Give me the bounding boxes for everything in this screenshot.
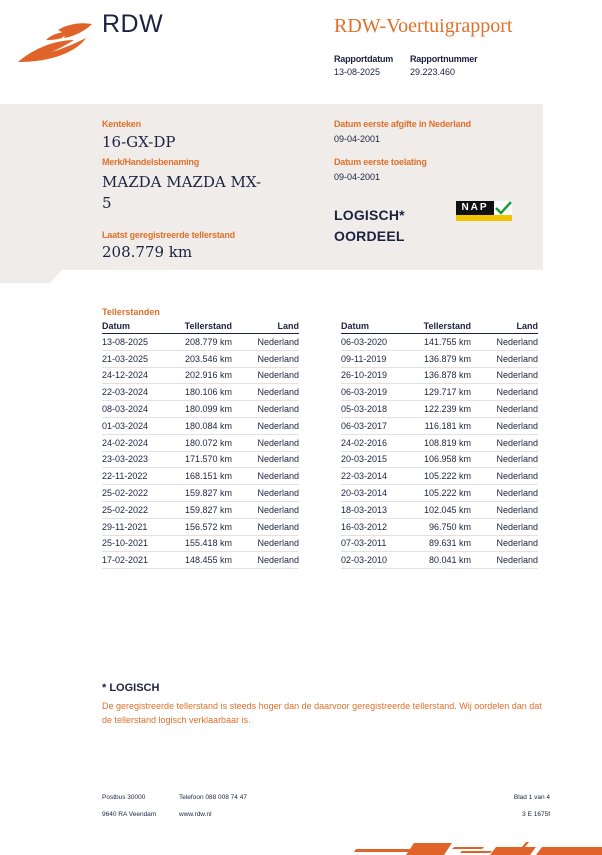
reading-date: 26-10-2019 bbox=[341, 367, 421, 384]
nap-badge bbox=[456, 201, 512, 221]
table-row bbox=[341, 334, 538, 351]
reading-country: Nederland bbox=[471, 518, 538, 535]
report-number-label: Rapportnummer bbox=[410, 54, 478, 64]
table-row bbox=[102, 434, 299, 451]
reading-country: Nederland bbox=[471, 434, 538, 451]
report-date: 13-08-2025 bbox=[334, 67, 381, 77]
table-row bbox=[341, 518, 538, 535]
table-row bbox=[102, 401, 299, 418]
reading-value: 180.072 km bbox=[182, 434, 232, 451]
reading-date: 29-11-2021 bbox=[102, 518, 182, 535]
odometer-history-title: Tellerstanden bbox=[102, 307, 160, 317]
reading-country: Nederland bbox=[471, 350, 538, 367]
reading-country: Nederland bbox=[232, 468, 299, 485]
verdict-line2: OORDEEL bbox=[334, 228, 405, 244]
odometer-value: 208.779 km bbox=[102, 243, 193, 261]
reading-date: 09-11-2019 bbox=[341, 350, 421, 367]
reading-date: 22-11-2022 bbox=[102, 468, 182, 485]
odometer-label: Laatst geregistreerde tellerstand bbox=[102, 230, 235, 240]
table-row bbox=[341, 384, 538, 401]
reading-country: Nederland bbox=[471, 334, 538, 351]
reading-date: 25-02-2022 bbox=[102, 485, 182, 502]
table-row bbox=[341, 485, 538, 502]
reading-value: 89.631 km bbox=[421, 535, 471, 552]
table-row bbox=[102, 417, 299, 434]
reading-country: Nederland bbox=[232, 434, 299, 451]
table-row bbox=[102, 552, 299, 569]
reading-country: Nederland bbox=[471, 384, 538, 401]
reading-value: 129.717 km bbox=[421, 384, 471, 401]
table-row bbox=[341, 501, 538, 518]
table-row bbox=[102, 468, 299, 485]
reading-value: 180.099 km bbox=[182, 401, 232, 418]
reading-country: Nederland bbox=[471, 552, 538, 569]
odometer-table-left bbox=[102, 321, 299, 569]
reading-value: 180.084 km bbox=[182, 417, 232, 434]
first-admission-label: Datum eerste toelating bbox=[334, 157, 427, 167]
reading-value: 136.879 km bbox=[421, 350, 471, 367]
footnote-title: * LOGISCH bbox=[102, 682, 160, 694]
reading-date: 07-03-2011 bbox=[341, 535, 421, 552]
footnote-text: De geregistreerde tellerstand is steeds hoger dan de daarvoor geregistreerde tellerstand. Wij oordelen dan dat de tellerstand logisch verklaarbaar is. bbox=[102, 701, 542, 725]
footer-phone: Telefoon 088 008 74 47 bbox=[179, 794, 247, 801]
reading-date: 24-02-2016 bbox=[341, 434, 421, 451]
make-value-line2: 5 bbox=[102, 194, 112, 212]
table-row bbox=[341, 401, 538, 418]
table-row bbox=[102, 350, 299, 367]
make-label: Merk/Handelsbenaming bbox=[102, 157, 200, 167]
reading-value: 159.827 km bbox=[182, 501, 232, 518]
reading-country: Nederland bbox=[471, 451, 538, 468]
reading-date: 25-10-2021 bbox=[102, 535, 182, 552]
reading-country: Nederland bbox=[232, 501, 299, 518]
reading-date: 01-03-2024 bbox=[102, 417, 182, 434]
table-row bbox=[341, 417, 538, 434]
reading-value: 203.546 km bbox=[182, 350, 232, 367]
reading-value: 122.239 km bbox=[421, 401, 471, 418]
brand-name: RDW bbox=[102, 10, 164, 38]
reading-value: 108.819 km bbox=[421, 434, 471, 451]
reading-date: 08-03-2024 bbox=[102, 401, 182, 418]
reading-value: 141.755 km bbox=[421, 334, 471, 351]
first-issue-nl-value: 09-04-2001 bbox=[334, 134, 381, 144]
table-row bbox=[341, 434, 538, 451]
reading-date: 24-12-2024 bbox=[102, 367, 182, 384]
reading-date: 02-03-2010 bbox=[341, 552, 421, 569]
rdw-logo-icon bbox=[16, 18, 96, 64]
reading-country: Nederland bbox=[232, 485, 299, 502]
footer-postbus: Postbus 30000 bbox=[102, 794, 146, 801]
reading-country: Nederland bbox=[471, 468, 538, 485]
first-issue-nl-label: Datum eerste afgifte in Nederland bbox=[334, 119, 471, 129]
reading-value: 159.827 km bbox=[182, 485, 232, 502]
reading-country: Nederland bbox=[471, 535, 538, 552]
reading-value: 116.181 km bbox=[421, 417, 471, 434]
reading-value: 148.455 km bbox=[182, 552, 232, 569]
reading-country: Nederland bbox=[232, 350, 299, 367]
reading-date: 25-02-2022 bbox=[102, 501, 182, 518]
col-country: Land bbox=[471, 321, 538, 334]
table-row bbox=[102, 367, 299, 384]
reading-value: 102.045 km bbox=[421, 501, 471, 518]
reading-value: 80.041 km bbox=[421, 552, 471, 569]
reading-country: Nederland bbox=[471, 417, 538, 434]
reading-date: 20-03-2015 bbox=[341, 451, 421, 468]
reading-value: 106.958 km bbox=[421, 451, 471, 468]
reading-country: Nederland bbox=[471, 501, 538, 518]
nap-underline bbox=[456, 215, 512, 221]
table-row bbox=[102, 451, 299, 468]
verdict-line1: LOGISCH* bbox=[334, 207, 405, 223]
reading-date: 06-03-2017 bbox=[341, 417, 421, 434]
reading-country: Nederland bbox=[471, 367, 538, 384]
table-row bbox=[102, 501, 299, 518]
reading-date: 06-03-2020 bbox=[341, 334, 421, 351]
document-code: 3 E 1675f bbox=[522, 811, 550, 818]
reading-date: 16-03-2012 bbox=[341, 518, 421, 535]
table-row bbox=[341, 535, 538, 552]
page-number: Blad 1 van 4 bbox=[513, 794, 550, 801]
make-value-line1: MAZDA MAZDA MX- bbox=[102, 173, 262, 191]
plate-value: 16-GX-DP bbox=[102, 133, 176, 151]
table-row bbox=[102, 485, 299, 502]
table-row bbox=[341, 350, 538, 367]
table-row bbox=[341, 367, 538, 384]
reading-date: 20-03-2014 bbox=[341, 485, 421, 502]
report-title: RDW-Voertuigrapport bbox=[334, 15, 513, 37]
reading-value: 105.222 km bbox=[421, 485, 471, 502]
table-row bbox=[341, 468, 538, 485]
reading-value: 136.878 km bbox=[421, 367, 471, 384]
table-row bbox=[341, 451, 538, 468]
col-reading: Tellerstand bbox=[421, 321, 471, 334]
decorative-stripes-icon bbox=[340, 838, 602, 855]
reading-country: Nederland bbox=[232, 334, 299, 351]
reading-value: 171.570 km bbox=[182, 451, 232, 468]
reading-country: Nederland bbox=[232, 518, 299, 535]
reading-country: Nederland bbox=[232, 552, 299, 569]
report-number: 29.223.460 bbox=[410, 67, 456, 77]
reading-country: Nederland bbox=[232, 417, 299, 434]
reading-country: Nederland bbox=[232, 384, 299, 401]
reading-country: Nederland bbox=[232, 401, 299, 418]
table-row bbox=[102, 334, 299, 351]
reading-country: Nederland bbox=[232, 535, 299, 552]
footer-city: 9640 RA Veendam bbox=[102, 811, 157, 818]
odometer-table-right bbox=[341, 321, 538, 569]
reading-country: Nederland bbox=[471, 401, 538, 418]
reading-date: 06-03-2019 bbox=[341, 384, 421, 401]
table-row bbox=[102, 518, 299, 535]
reading-country: Nederland bbox=[471, 485, 538, 502]
reading-country: Nederland bbox=[232, 367, 299, 384]
reading-date: 22-03-2024 bbox=[102, 384, 182, 401]
col-date: Datum bbox=[341, 321, 421, 334]
reading-date: 13-08-2025 bbox=[102, 334, 182, 351]
nap-label: NAP bbox=[456, 201, 494, 215]
reading-country: Nederland bbox=[232, 451, 299, 468]
plate-label: Kenteken bbox=[102, 119, 141, 129]
reading-value: 155.418 km bbox=[182, 535, 232, 552]
table-row bbox=[102, 535, 299, 552]
table-row bbox=[102, 384, 299, 401]
first-admission-value: 09-04-2001 bbox=[334, 172, 381, 182]
reading-value: 208.779 km bbox=[182, 334, 232, 351]
reading-date: 24-02-2024 bbox=[102, 434, 182, 451]
col-reading: Tellerstand bbox=[182, 321, 232, 334]
reading-date: 18-03-2013 bbox=[341, 501, 421, 518]
report-date-label: Rapportdatum bbox=[334, 54, 394, 64]
reading-date: 17-02-2021 bbox=[102, 552, 182, 569]
col-date: Datum bbox=[102, 321, 182, 334]
reading-date: 21-03-2025 bbox=[102, 350, 182, 367]
reading-value: 168.151 km bbox=[182, 468, 232, 485]
reading-value: 156.572 km bbox=[182, 518, 232, 535]
reading-value: 105.222 km bbox=[421, 468, 471, 485]
reading-value: 96.750 km bbox=[421, 518, 471, 535]
table-row bbox=[341, 552, 538, 569]
reading-date: 05-03-2018 bbox=[341, 401, 421, 418]
check-icon bbox=[494, 201, 512, 215]
col-country: Land bbox=[232, 321, 299, 334]
reading-value: 202.916 km bbox=[182, 367, 232, 384]
reading-date: 22-03-2014 bbox=[341, 468, 421, 485]
reading-date: 23-03-2023 bbox=[102, 451, 182, 468]
reading-value: 180.106 km bbox=[182, 384, 232, 401]
footer-website[interactable]: www.rdw.nl bbox=[179, 811, 212, 818]
panel-tail bbox=[0, 269, 543, 283]
